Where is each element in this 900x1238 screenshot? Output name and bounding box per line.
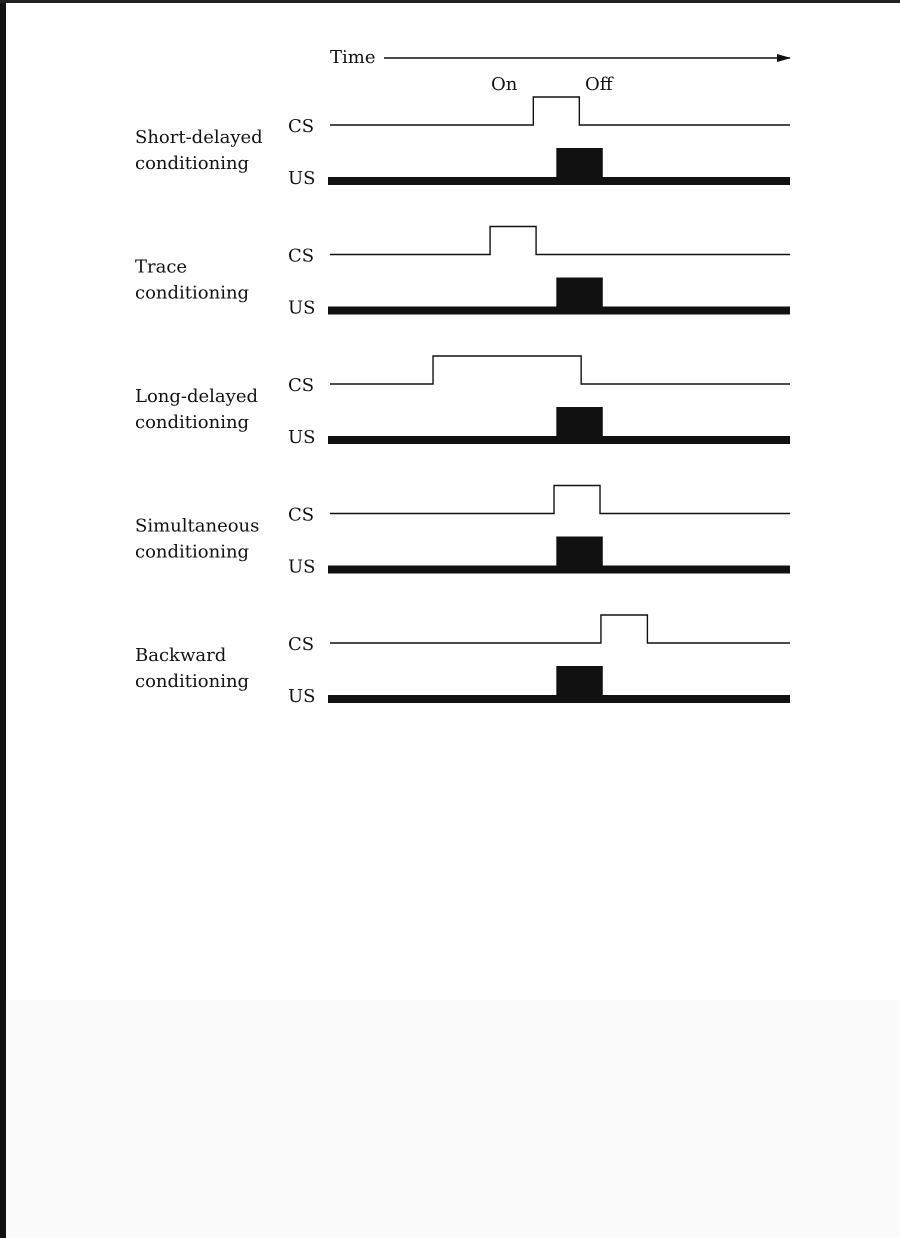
us-label: US [288, 556, 316, 578]
row-title-line1: Simultaneous [135, 515, 260, 537]
us-label: US [288, 686, 316, 707]
cs-label: CS [288, 116, 315, 137]
row-title-line1: Short-delayed [135, 127, 263, 148]
row-title-line2: conditioning [135, 153, 250, 174]
row-title-line2: conditioning [135, 671, 250, 692]
row-title-line1: Long-delayed [135, 386, 258, 407]
cs-label: CS [288, 245, 315, 267]
cs-label: CS [288, 375, 315, 396]
us-label: US [288, 168, 316, 189]
rows-group [135, 97, 790, 707]
cs-label: CS [288, 634, 315, 655]
us-pulse [556, 407, 602, 440]
row-title-line1: Backward [135, 645, 227, 666]
row-title-line1: Trace [135, 256, 188, 278]
row-title-line2: conditioning [135, 412, 250, 433]
us-pulse [556, 278, 602, 311]
cs-waveform [330, 227, 790, 255]
time-label: Time [330, 47, 376, 68]
cs-waveform [330, 615, 790, 643]
off-label: Off [585, 74, 613, 95]
cs-waveform [330, 97, 790, 125]
cs-label: CS [288, 504, 315, 526]
cs-waveform [330, 486, 790, 514]
us-label: US [288, 427, 316, 448]
us-pulse [556, 148, 602, 181]
us-label: US [288, 297, 316, 319]
us-pulse [556, 537, 602, 570]
on-label: On [491, 74, 518, 95]
row-title-line2: conditioning [135, 282, 250, 304]
row-title-line2: conditioning [135, 541, 250, 563]
us-pulse [556, 666, 602, 699]
cs-waveform [330, 356, 790, 384]
